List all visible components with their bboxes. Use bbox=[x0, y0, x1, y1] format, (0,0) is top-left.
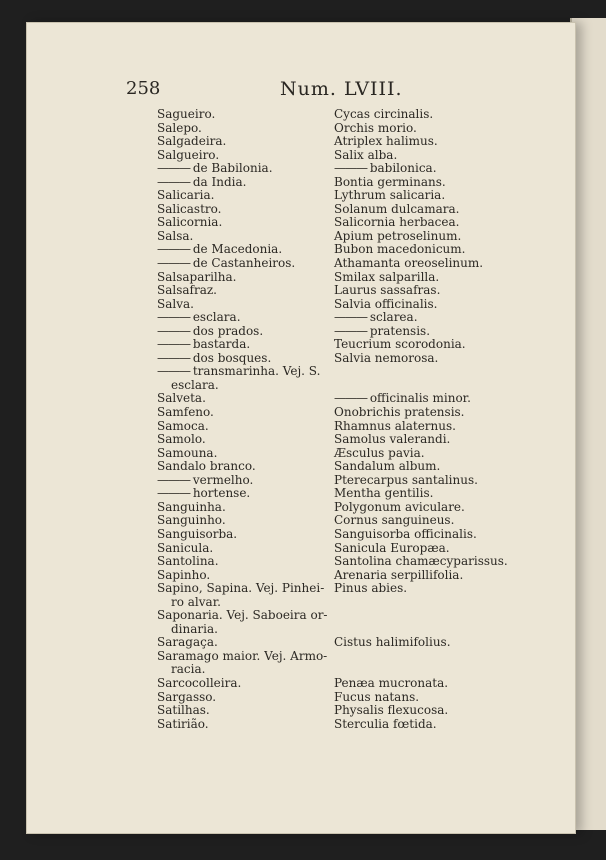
portuguese-name-entry: Salepo. bbox=[157, 120, 202, 135]
latin-name-entry: Laurus sassafras. bbox=[334, 283, 441, 298]
latin-name-entry: Pterecarpus santalinus. bbox=[334, 472, 478, 487]
portuguese-name-entry: Sanguisorba. bbox=[157, 526, 238, 541]
portuguese-name-entry: Sapinho. bbox=[157, 567, 211, 582]
portuguese-name-entry: Salicastro. bbox=[157, 201, 222, 216]
latin-name-entry: Salvia officinalis. bbox=[334, 296, 438, 311]
portuguese-name-entry: Salsa. bbox=[157, 228, 194, 243]
portuguese-name-entry: Saponaria. Vej. Saboeira or- bbox=[157, 608, 328, 623]
latin-name-entry: Salicornia herbacea. bbox=[334, 215, 460, 230]
portuguese-name-entry: Salicornia. bbox=[157, 215, 223, 230]
latin-name-entry: Samolus valerandi. bbox=[334, 432, 451, 447]
latin-name-entry: Æsculus pavia. bbox=[334, 445, 425, 460]
portuguese-name-entry: Samoca. bbox=[157, 418, 209, 433]
portuguese-name-entry: Sargasso. bbox=[157, 689, 217, 704]
portuguese-name-entry: Samfeno. bbox=[157, 405, 214, 420]
latin-name-entry: Physalis flexucosa. bbox=[334, 703, 449, 718]
latin-name-entry bbox=[334, 663, 534, 677]
portuguese-name-entry: Saramago maior. Vej. Armo- bbox=[157, 648, 328, 663]
portuguese-name-entry: ro alvar. bbox=[171, 594, 221, 609]
latin-name-entry: Lythrum salicaria. bbox=[334, 188, 446, 203]
latin-names-column bbox=[334, 108, 534, 731]
portuguese-name-entry: Salveta. bbox=[157, 391, 206, 406]
portuguese-name-entry: Samouna. bbox=[157, 445, 218, 460]
latin-name-entry: Bubon macedonicum. bbox=[334, 242, 466, 257]
portuguese-name-entry: Samolo. bbox=[157, 432, 206, 447]
latin-name-entry: Polygonum aviculare. bbox=[334, 499, 465, 514]
portuguese-name-entry: Santolina. bbox=[157, 554, 219, 569]
latin-name-entry: Penæa mucronata. bbox=[334, 675, 449, 690]
portuguese-name-entry: Salsaparilha. bbox=[157, 269, 237, 284]
latin-name-entry: ——— babilonica. bbox=[334, 162, 534, 176]
portuguese-name-entry: esclara. bbox=[171, 377, 219, 392]
portuguese-name-entry: ——— de Castanheiros. bbox=[157, 257, 325, 271]
portuguese-name-entry: Satilhas. bbox=[157, 703, 210, 718]
portuguese-name-entry: ——— dos prados. bbox=[157, 325, 325, 339]
latin-name-entry bbox=[334, 650, 534, 664]
latin-name-entry: Smilax salparilla. bbox=[334, 269, 440, 284]
latin-name-entry bbox=[334, 379, 534, 393]
portuguese-name-entry: Sagueiro. bbox=[157, 107, 216, 121]
portuguese-name-entry: ——— de Macedonia. bbox=[157, 243, 325, 257]
latin-name-entry: Sandalum album. bbox=[334, 459, 441, 474]
portuguese-name-entry: Sanguinha. bbox=[157, 499, 226, 514]
latin-name-entry bbox=[334, 623, 534, 637]
latin-name-entry: Athamanta oreoselinum. bbox=[334, 256, 484, 271]
portuguese-name-entry: Sanguinho. bbox=[157, 513, 226, 528]
latin-name-entry: Rhamnus alaternus. bbox=[334, 418, 456, 433]
portuguese-name-entry: Sandalo branco. bbox=[157, 459, 256, 474]
portuguese-name-entry: Sanicula. bbox=[157, 540, 214, 555]
latin-name-entry: Salvia nemorosa. bbox=[334, 350, 439, 365]
portuguese-name-entry: ——— hortense. bbox=[157, 487, 325, 501]
latin-name-entry: Cistus halimifolius. bbox=[334, 635, 451, 650]
latin-name-entry: Onobrichis pratensis. bbox=[334, 405, 465, 420]
portuguese-name-entry: Salva. bbox=[157, 296, 194, 311]
page-title: Num. LVIII. bbox=[280, 78, 403, 100]
latin-name-entry bbox=[334, 609, 534, 623]
portuguese-name-entry: ——— transmarinha. Vej. S. bbox=[157, 365, 325, 379]
page-header bbox=[126, 78, 536, 102]
portuguese-names-column bbox=[157, 107, 328, 731]
latin-name-entry: Sterculia fœtida. bbox=[334, 716, 437, 731]
latin-name-entry: Apium petroselinum. bbox=[334, 228, 462, 243]
latin-name-entry: Santolina chamæcyparissus. bbox=[334, 554, 508, 569]
portuguese-name-entry: dinaria. bbox=[171, 621, 218, 636]
portuguese-name-entry: Salgueiro. bbox=[157, 147, 220, 162]
portuguese-name-entry: Saragaça. bbox=[157, 635, 218, 650]
portuguese-name-entry: Sarcocolleira. bbox=[157, 675, 242, 690]
latin-name-entry: ——— officinalis minor. bbox=[334, 392, 534, 406]
page-number: 258 bbox=[126, 78, 161, 99]
latin-name-entry: Arenaria serpillifolia. bbox=[334, 567, 464, 582]
latin-name-entry: Atriplex halimus. bbox=[334, 134, 438, 149]
latin-name-entry: Solanum dulcamara. bbox=[334, 201, 460, 216]
latin-name-entry: Fucus natans. bbox=[334, 689, 420, 704]
portuguese-name-entry: ——— de Babilonia. bbox=[157, 162, 325, 176]
portuguese-name-entry: Satirião. bbox=[157, 716, 209, 731]
latin-name-entry: Pinus abies. bbox=[334, 581, 408, 596]
latin-name-entry: Sanguisorba officinalis. bbox=[334, 526, 477, 541]
portuguese-name-entry: ——— bastarda. bbox=[157, 338, 325, 352]
latin-name-entry: ——— sclarea. bbox=[334, 311, 534, 325]
portuguese-name-entry: Salsafraz. bbox=[157, 283, 217, 298]
portuguese-name-entry: ——— vermelho. bbox=[157, 474, 325, 488]
portuguese-name-entry: Sapino, Sapina. Vej. Pinhei- bbox=[157, 581, 325, 596]
portuguese-name-entry: Salgadeira. bbox=[157, 134, 227, 149]
latin-name-entry: Salix alba. bbox=[334, 147, 398, 162]
latin-name-entry: Mentha gentilis. bbox=[334, 486, 434, 501]
latin-name-entry: Sanicula Europæa. bbox=[334, 540, 450, 555]
portuguese-name-entry: ——— esclara. bbox=[157, 311, 325, 325]
latin-name-entry bbox=[334, 365, 534, 379]
portuguese-name-entry: Salicaria. bbox=[157, 188, 215, 203]
portuguese-name-entry: racia. bbox=[171, 662, 206, 677]
latin-name-entry: Cycas circinalis. bbox=[334, 107, 434, 121]
latin-name-entry: Bontia germinans. bbox=[334, 174, 446, 189]
latin-name-entry: Teucrium scorodonia. bbox=[334, 337, 466, 352]
portuguese-name-entry: ——— da India. bbox=[157, 176, 325, 190]
latin-name-entry: Cornus sanguineus. bbox=[334, 513, 455, 528]
latin-name-entry: ——— pratensis. bbox=[334, 325, 534, 339]
portuguese-name-entry: ——— dos bosques. bbox=[157, 352, 325, 366]
latin-name-entry: Orchis morio. bbox=[334, 120, 417, 135]
latin-name-entry bbox=[334, 596, 534, 610]
